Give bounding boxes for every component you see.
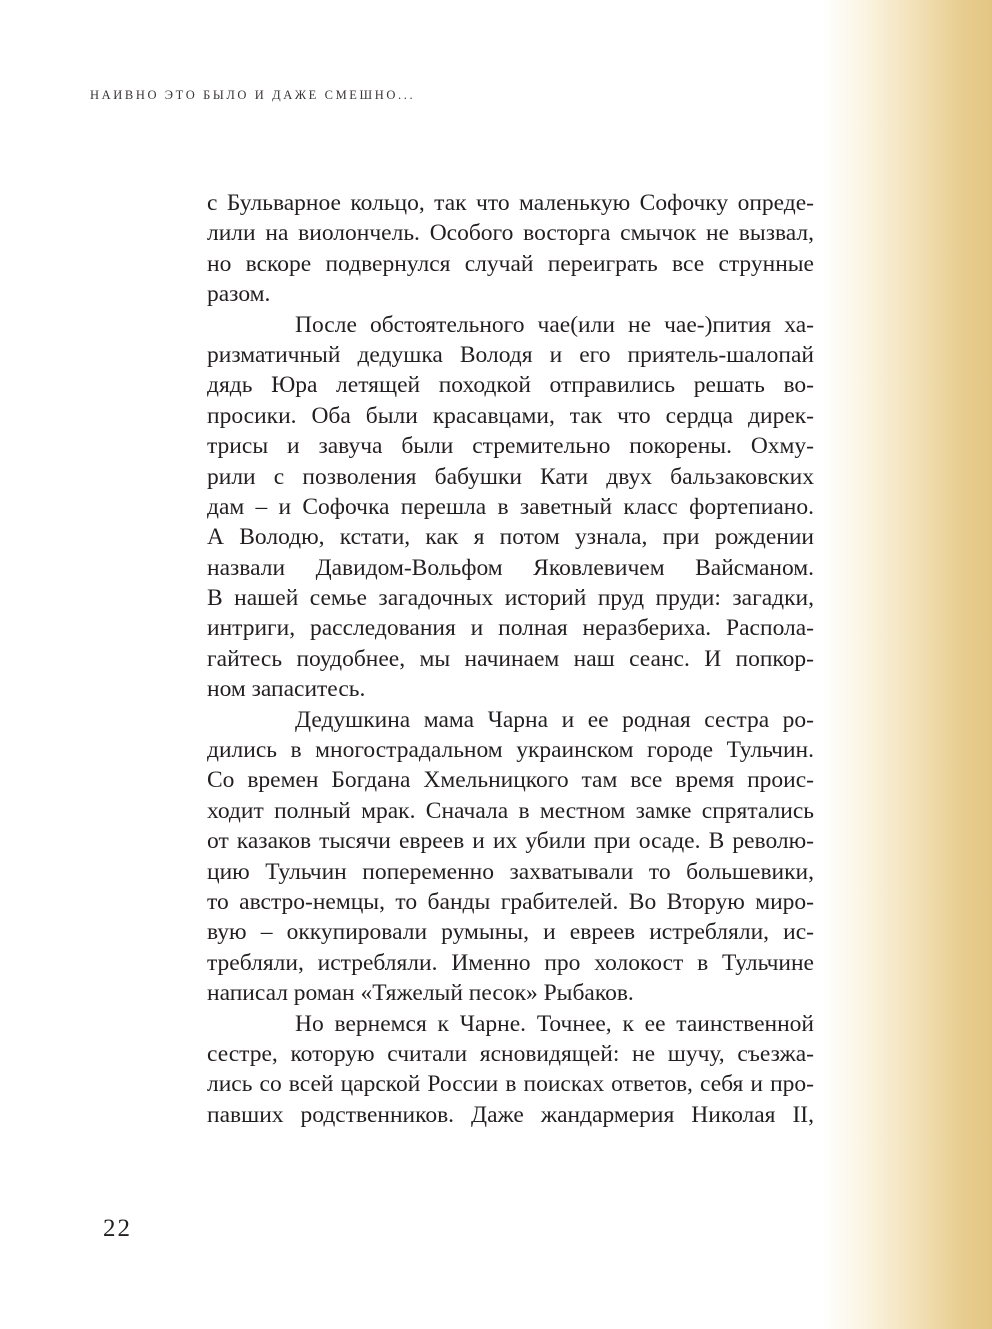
text-line: А Володю, кстати, как я потом узнала, при рождении — [207, 524, 814, 551]
text-line: то австро-немцы, то банды грабителей. Во Вторую миро- — [207, 888, 814, 915]
text-line: павших родственников. Даже жандармерия Николая II, — [207, 1101, 814, 1128]
text-line: После обстоятельного чае(или не чае-)пития ха- — [295, 311, 814, 338]
text-line: но вскоре подвернулся случай переиграть все струнные — [207, 250, 814, 277]
text-line: Дедушкина мама Чарна и ее родная сестра ро- — [295, 706, 814, 733]
text-line: требляли, истребляли. Именно про холокост в Тульчине — [207, 949, 814, 976]
text-line: написал роман «Тяжелый песок» Рыбаков. — [207, 980, 634, 1007]
text-line: дились в многострадальном украинском городе Тульчин. — [207, 737, 814, 764]
running-head: НАИВНО ЭТО БЫЛО И ДАЖЕ СМЕШНО... — [90, 88, 416, 102]
gold-page-edge — [822, 0, 992, 1329]
body-text — [207, 188, 814, 1130]
text-line: дам – и Софочка перешла в заветный класс фортепиано. — [207, 493, 814, 520]
text-line: лись со всей царской России в поисках ответов, себя и про- — [207, 1071, 814, 1098]
text-line: разом. — [207, 281, 271, 308]
text-line: дядь Юра летящей походкой отправились решать во- — [207, 372, 814, 399]
text-line: вую – оккупировали румыны, и евреев истребляли, ис- — [207, 919, 814, 946]
text-line: сестре, которую считали ясновидящей: не шучу, съезжа- — [207, 1040, 814, 1067]
text-line: назвали Давидом-Вольфом Яковлевичем Вайсманом. — [207, 554, 814, 581]
text-line: ном запаситесь. — [207, 676, 366, 703]
text-line: цию Тульчин попеременно захватывали то большевики, — [207, 858, 814, 885]
text-line: просики. Оба были красавцами, так что сердца дирек- — [207, 402, 814, 429]
text-line: гайтесь поудобнее, мы начинаем наш сеанс. И попкор- — [207, 645, 814, 672]
text-line: с Бульварное кольцо, так что маленькую Софочку опреде- — [207, 190, 814, 216]
page-number: 22 — [103, 1215, 132, 1242]
text-line: Со времен Богдана Хмельницкого там все время проис- — [207, 767, 814, 794]
text-line: лили на виолончель. Особого восторга смычок не вызвал, — [207, 220, 814, 247]
text-line: В нашей семье загадочных историй пруд пруди: загадки, — [207, 585, 814, 612]
text-line: рили с позволения бабушки Кати двух бальзаковских — [207, 463, 814, 490]
text-line: ризматичный дедушка Володя и его приятель-шалопай — [207, 341, 814, 368]
text-line: Но вернемся к Чарне. Точнее, к ее таинственной — [295, 1010, 814, 1037]
text-line: ходит полный мрак. Сначала в местном замке спрятались — [207, 797, 814, 824]
text-line: интриги, расследования и полная неразбериха. Распола- — [207, 615, 814, 642]
text-line: трисы и завуча были стремительно покорены. Охму- — [207, 433, 814, 460]
text-line: от казаков тысячи евреев и их убили при осаде. В револю- — [207, 828, 814, 855]
